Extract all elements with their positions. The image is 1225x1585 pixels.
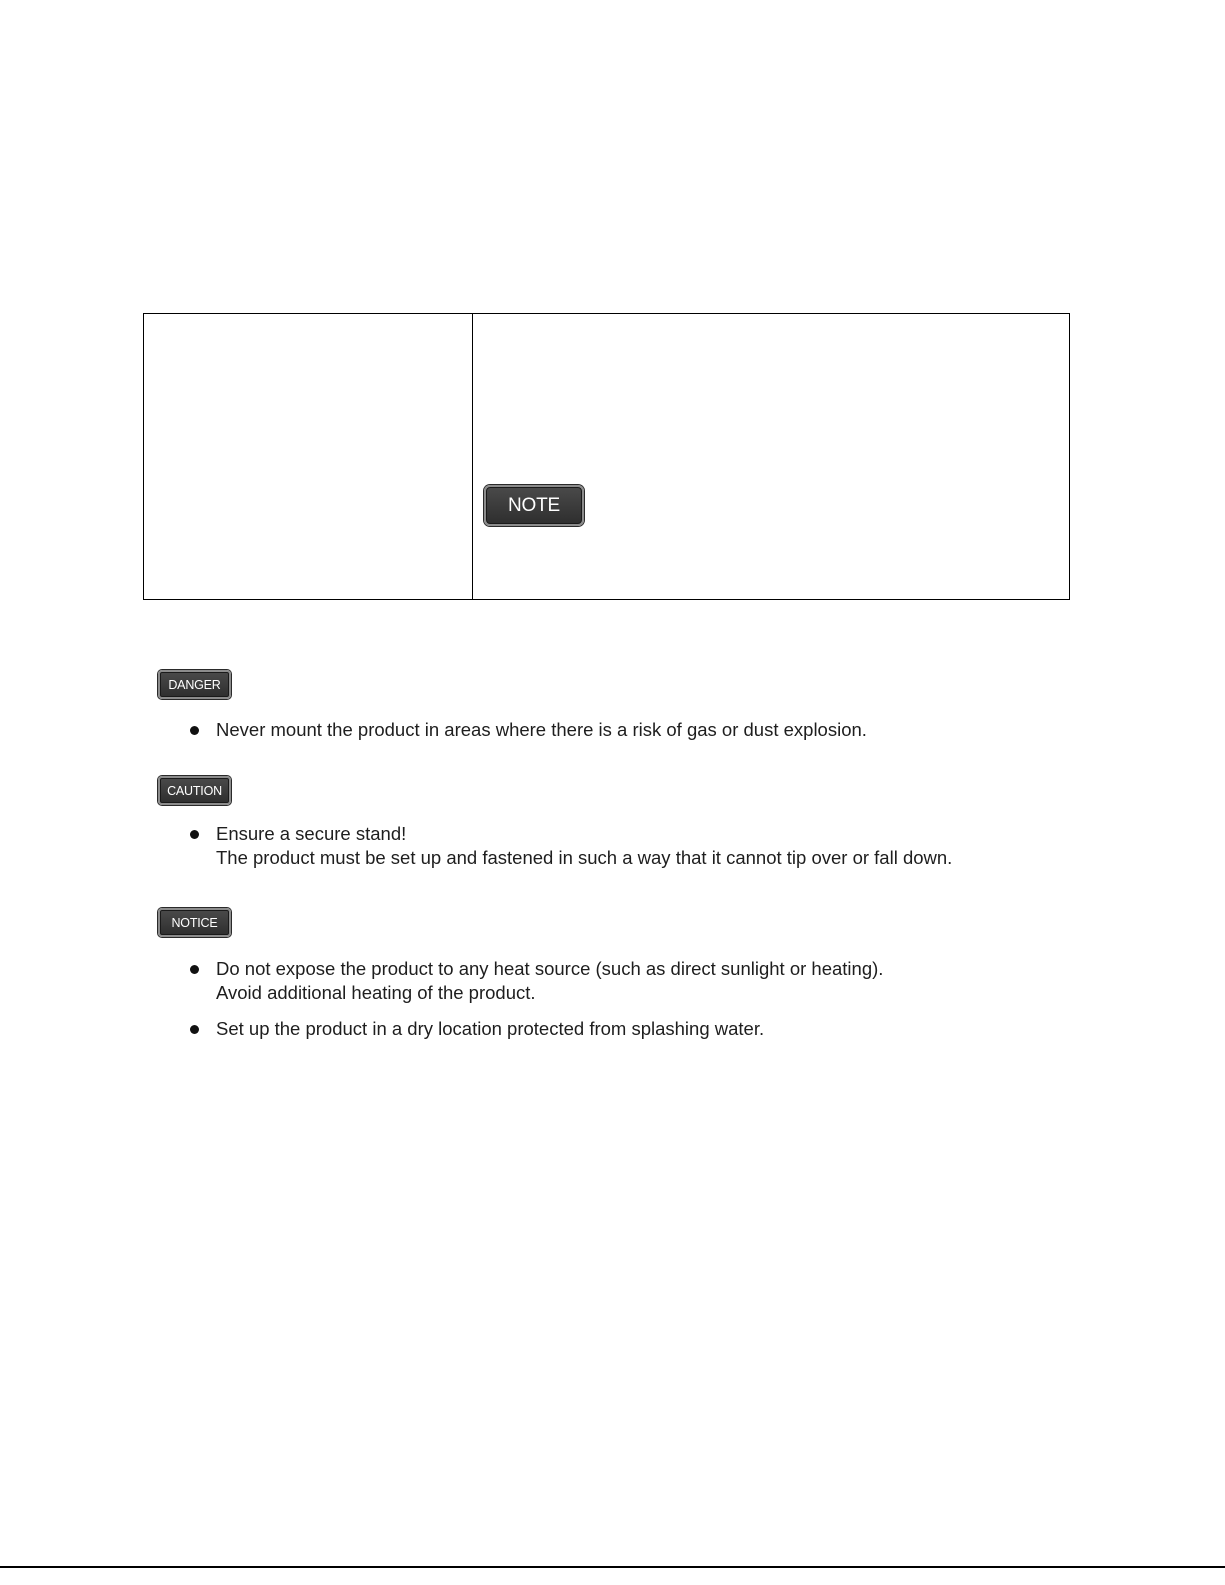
danger-badge: DANGER	[158, 670, 231, 699]
caution-list	[188, 822, 952, 882]
list-item-text: Avoid additional heating of the product.	[216, 982, 536, 1003]
list-item-text: Do not expose the product to any heat source (such as direct sunlight or heating).	[216, 958, 884, 979]
list-item-text: Never mount the product in areas where there is a risk of gas or dust explosion.	[216, 719, 867, 740]
note-badge: NOTE	[484, 485, 584, 526]
note-table-right-cell	[473, 314, 1069, 599]
note-table-left-cell	[144, 314, 473, 599]
list-item-text: Set up the product in a dry location protected from splashing water.	[216, 1018, 765, 1039]
list-item	[188, 957, 883, 1005]
bullet-icon	[190, 965, 199, 974]
notice-list	[188, 957, 883, 1053]
danger-list	[188, 718, 867, 754]
list-item	[188, 822, 952, 870]
list-item-text: Ensure a secure stand!	[216, 823, 407, 844]
caution-badge: CAUTION	[158, 776, 231, 805]
notice-badge: NOTICE	[158, 908, 231, 937]
list-item	[188, 718, 867, 742]
bullet-icon	[190, 1025, 199, 1034]
bullet-icon	[190, 830, 199, 839]
bullet-icon	[190, 726, 199, 735]
page-bottom-rule	[0, 1566, 1225, 1568]
list-item	[188, 1017, 883, 1041]
note-table	[143, 313, 1070, 600]
list-item-text: The product must be set up and fastened in such a way that it cannot tip over or fall down.	[216, 847, 953, 868]
